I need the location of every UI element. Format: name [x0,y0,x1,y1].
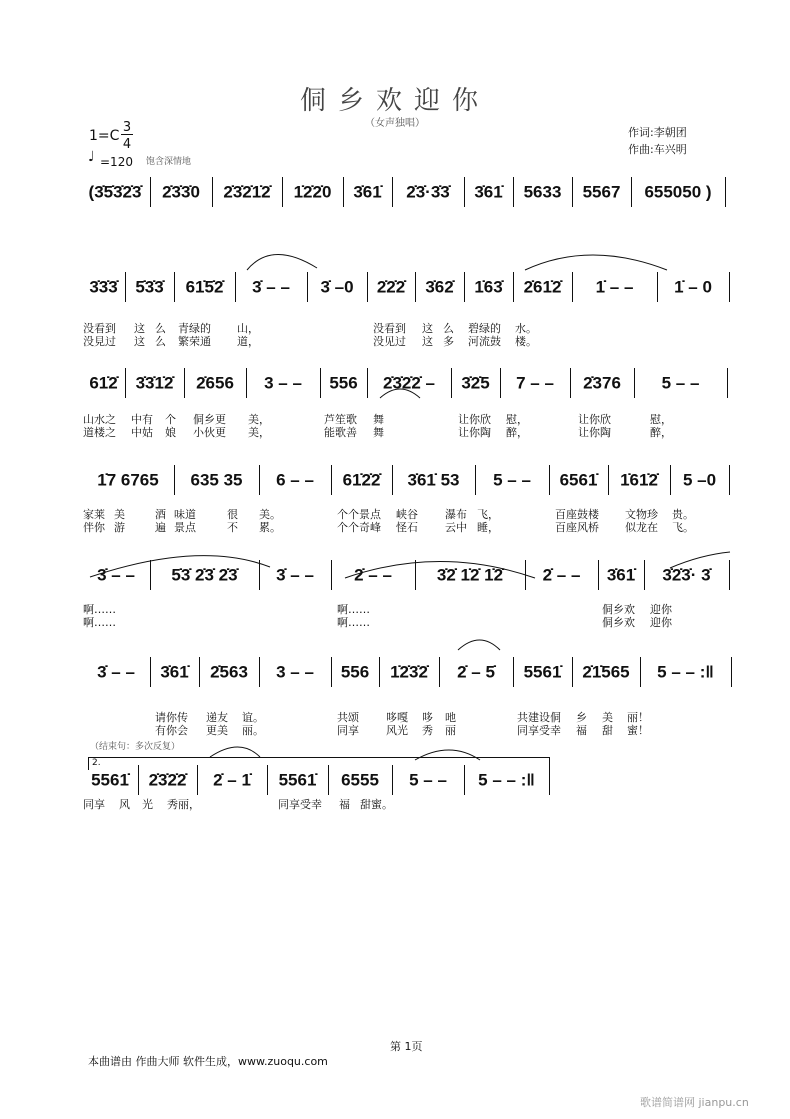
lyric-word: 美 [602,711,613,724]
slur [345,562,535,579]
lyric-word: 繁荣通 [178,335,211,348]
lyric-word: 青绿的 [178,322,211,335]
lyric-word: 飞， [477,508,499,521]
lyric-word: 这 [134,335,145,348]
lyric-word: 啊…… [83,616,116,629]
lyric-word: 碧绿的 [468,322,501,335]
lyric-word: 福 [339,798,350,811]
measure: (3̇5̇3̇2̇3̇ [88,182,142,202]
lyric-word: 慰， [650,413,672,426]
lyric-word: 个个景点 [337,508,381,521]
measure: 1̇7 6765 [97,470,159,490]
lyric-word: 娘 [165,426,176,439]
lyric-word: 酒 [155,508,166,521]
lyric-word: 百座鼓楼 [555,508,599,521]
lyric-word: 没看到 [83,322,116,335]
measure: 61̇2̇ [89,373,118,393]
lyric-word: 美， [248,413,270,426]
lyric-word: 美， [248,426,270,439]
lyric-word: 遍 [155,521,166,534]
lyric-word: 云中 [445,521,467,534]
lyric-word: 递友 [206,711,228,724]
lyric-word: 美 [114,508,125,521]
lyric-word: 游 [114,521,125,534]
lyric-word: 丽。 [242,724,264,737]
lyric-word: 道楼之 [83,426,116,439]
lyric-word: 迎你 [650,616,672,629]
lyric-word: 秀 [422,724,433,737]
lyric-word: 景点 [174,521,196,534]
lyric-word: 文物珍 [625,508,658,521]
measure: 2̇656 [196,373,234,393]
lyric-word: 啊…… [83,603,116,616]
measure: 635 35 [190,470,243,490]
measure: 3̇61̇ [160,662,189,682]
lyric-word: 秀丽， [167,798,200,811]
time-signature-bottom: 4 [122,137,132,152]
measure: 3̇61̇ [353,182,382,202]
watermark: 歌谱简谱网 jianpu.cn [640,1096,749,1109]
lyric-word: 让你欣 [458,413,491,426]
measure: 2̇3̇·3̇3̇ [406,182,450,202]
measure: 3̇ – – [97,662,135,682]
slur [90,556,270,577]
lyric-word: 道， [237,335,259,348]
lyric-word: 没见过 [373,335,406,348]
lyric-word: 没看到 [373,322,406,335]
lyric-word: 个个奇峰 [337,521,381,534]
tempo-mark: =120 [100,155,133,169]
slur [525,255,667,270]
slur [210,747,260,757]
measure: 556 [340,662,370,682]
measure: 2̇1̇565 [582,662,630,682]
measure: 3̇2̇ 1̇2̇ 1̇2̇ [436,565,504,585]
lyric-word: 瀑布 [445,508,467,521]
lyric-word: 贵。 [672,508,694,521]
lyric-word: 蜜！ [627,724,649,737]
measure: 2̇ – 5̇ [457,662,495,682]
lyric-word: 很 [227,508,238,521]
lyric-word: 醉， [650,426,672,439]
lyric-word: 么 [155,322,166,335]
page-number: 第 1页 [390,1040,423,1053]
measure: 3̇62̇ [425,277,454,297]
measure: 3̇2̇3̇· 3̇ [662,565,711,585]
measure: 5561̇ [523,662,562,682]
lyric-word: 伴你 [83,521,105,534]
lyric-word: 同享受幸 [278,798,322,811]
lyric-word: 不 [227,521,238,534]
composer-credit: 作曲:车兴明 [628,143,687,156]
lyric-word: 啊…… [337,603,370,616]
lyric-word: 福 [576,724,587,737]
measure: 5567 [582,182,621,202]
measure: 5 – – [409,770,447,790]
lyric-word: 百座风桥 [555,521,599,534]
lyric-word: 让你欣 [578,413,611,426]
lyric-word: 峡谷 [396,508,418,521]
lyric-word: 能歌善 [324,426,357,439]
lyric-word: 乡 [576,711,587,724]
measure: 3̇61̇ [474,182,503,202]
lyric-word: 似龙在 [625,521,658,534]
measure: 3̇ – – [252,277,290,297]
lyric-word: 么 [155,335,166,348]
measure: 2̇ – 1̇ [213,770,251,790]
expression-mark: 饱含深情地 [146,157,192,167]
time-signature-top: 3 [122,120,132,135]
measure: 556 [329,373,358,393]
measure: 3̇61̇ [606,565,636,585]
measure: 5 – – :‖ [657,662,714,682]
lyric-word: 同享 [83,798,105,811]
lyric-word: 山， [237,322,259,335]
measure: 6561̇ [559,470,598,490]
lyric-word: 家莱 [83,508,105,521]
lyric-word: 吔 [445,711,456,724]
lyric-word: 谊。 [242,711,264,724]
lyric-word: 这 [134,322,145,335]
lyric-word: 让你陶 [458,426,491,439]
lyric-word: 味道 [174,508,196,521]
key-signature: 1=C [89,128,120,144]
lyric-word: 侗乡欢 [602,616,635,629]
measure: 6 – – [276,470,314,490]
lyric-word: 舞 [373,426,384,439]
slur [458,640,500,650]
volta-number: 2. [92,758,101,768]
measure: 655050 ) [644,182,712,202]
lyric-word: 共颂 [337,711,359,724]
lyric-word: 共建设侗 [517,711,561,724]
lyric-word: 啊…… [337,616,370,629]
lyric-word: 慰， [506,413,528,426]
lyric-word: 水。 [515,322,537,335]
lyric-word: 累。 [259,521,281,534]
lyric-word: 同享 [337,724,359,737]
lyric-word: 没見过 [83,335,116,348]
slur [247,254,317,270]
measure: 5561̇ [91,770,129,790]
lyric-word: 这 [422,322,433,335]
measure: 6555 [341,770,379,790]
lyric-word: 楼。 [515,335,537,348]
song-title: 侗乡欢迎你 [299,86,490,116]
lyric-word: 河流鼓 [468,335,501,348]
slur [670,552,730,568]
lyric-word: 个 [165,413,176,426]
measure: 2̇61̇2̇ [523,277,562,297]
lyric-word: 让你陶 [578,426,611,439]
lyric-word: 风 [119,798,130,811]
measure: 2̇3̇2̇2̇ [148,770,187,790]
measure: 5633 [523,182,562,202]
measure: 1̇ – – [595,277,634,297]
measure: 1̇2̇3̇2̇ [390,662,428,682]
measure: 61̇2̇2̇ [342,470,381,490]
lyric-word: 美。 [259,508,281,521]
lyric-word: 这 [422,335,433,348]
measure: 3̇61̇ 53 [407,470,460,490]
lyric-word: 舞 [373,413,384,426]
measure: 1̇61̇2̇ [620,470,658,490]
measure: 7 – – [516,373,554,393]
measure: 3 – – [276,662,314,682]
measure: 3̇3̇1̇2̇ [135,373,174,393]
lyric-word: 侗乡更 [193,413,226,426]
measure: 3̇3̇3̇ [89,277,118,297]
measure: 1̇ – 0 [674,277,712,297]
ending-note: （结束句：多次反复） [90,742,181,752]
lyric-word: 更美 [206,724,228,737]
measure: 5 – – :‖ [478,770,535,790]
lyric-word: 哆 [422,711,433,724]
lyric-word: 甜 [602,724,613,737]
lyric-word: 请你传 [155,711,188,724]
lyric-word: 醉， [506,426,528,439]
lyric-word: 多 [443,335,454,348]
volta-bracket [88,757,550,770]
lyric-word: 侗乡欢 [602,603,635,616]
measure: 5 –0 [682,470,717,490]
measure: 5̇3̇ 2̇3̇ 2̇3̇ [171,565,238,585]
lyricist-credit: 作词:李朝团 [628,126,687,139]
measure: 3̇ – – [276,565,314,585]
lyric-word: 小伙更 [193,426,226,439]
slur [380,389,420,398]
lyric-word: 光 [142,798,153,811]
measure: 3̇ –0 [320,277,354,297]
lyric-word: 甜蜜。 [360,798,393,811]
generator-credit: 本曲谱由 作曲大师 软件生成，www.zuoqu.com [88,1055,328,1068]
lyric-word: 风光 [386,724,408,737]
lyric-word: 怪石 [396,521,418,534]
measure: 61̇5̇2̇ [185,277,224,297]
lyric-word: 丽！ [627,711,649,724]
measure: 5561̇ [278,770,317,790]
lyric-word: 同享受幸 [517,724,561,737]
measure: 3̇2̇5 [461,373,490,393]
measure: 2̇ – – [354,565,392,585]
lyric-word: 迎你 [650,603,672,616]
measure: 5 – – [493,470,531,490]
measure: 2̇376 [583,373,621,393]
measure: 5̇3̇3̇ [135,277,164,297]
measure: 1̇63̇ [474,277,503,297]
lyric-word: 有你会 [155,724,188,737]
measure: 5 – – [661,373,700,393]
measure: 2̇3̇3̇0 [162,182,200,202]
measure: 3̇ – – [97,565,135,585]
measure: 2̇3̇2̇2̇ – [383,373,435,393]
lyric-word: 睡， [477,521,499,534]
measure: 2̇ – – [542,565,581,585]
lyric-word: 么 [443,322,454,335]
measure: 2̇2̇2̇ [376,277,406,297]
lyric-word: 哆嘎 [386,711,408,724]
lyric-word: 飞。 [672,521,694,534]
lyric-word: 中姑 [131,426,153,439]
measure: 2̇3̇2̇1̇2̇ [223,182,271,202]
measure: 2̇563 [210,662,248,682]
measure: 3 – – [264,373,302,393]
lyric-word: 丽 [445,724,456,737]
quarter-note-icon: ♩ [88,149,95,165]
lyric-word: 山水之 [83,413,116,426]
lyric-word: 中有 [131,413,153,426]
measure: 1̇2̇2̇0 [293,182,332,202]
song-subtitle: （女声独唱） [365,118,425,129]
lyric-word: 芦笙歌 [324,413,357,426]
